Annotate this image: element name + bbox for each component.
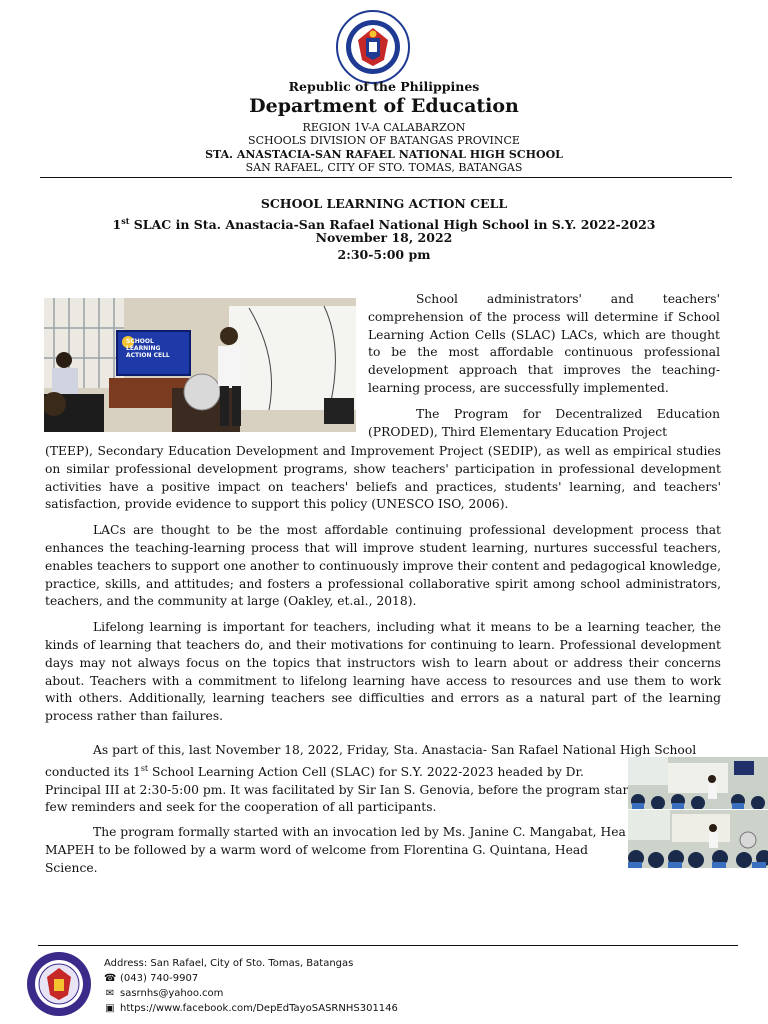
paragraph-6-line-2: MAPEH to be followed by a warm word of welcome from Florentina G. Quintana, Head — [45, 842, 589, 857]
paragraph-5-line-4: few reminders and seek for the cooperation of all participants. — [45, 800, 437, 815]
paragraph-5-line-3: Principal III at 2:30-5:00 pm. It was facilitated by Sir Ian S. Genovia, before the program star — [45, 782, 629, 797]
event-date: November 18, 2022 — [315, 230, 453, 245]
footer-facebook-link[interactable]: https://www.facebook.com/DepEdTayoSASRNHS301146 — [120, 1003, 398, 1014]
footer-address — [104, 956, 398, 971]
paragraph-6-line-3: Science. — [45, 860, 98, 875]
region-line: REGION 1V-A CALABARZON — [302, 121, 466, 134]
footer-facebook — [104, 1001, 398, 1016]
event-time: 2:30-5:00 pm — [337, 247, 431, 262]
footer-address-text: Address: San Rafael, City of Sto. Tomas, Batangas — [104, 958, 354, 969]
footer-divider — [38, 945, 738, 946]
paragraph-5-line-2 — [45, 760, 721, 782]
paragraph-1 — [368, 291, 720, 441]
subtitle-ordinal-suffix: st — [121, 216, 130, 226]
projector-screen-text: SCHOOL LEARNING ACTION CELL — [126, 338, 170, 359]
deped-seal-logo — [336, 10, 410, 84]
school-name: STA. ANASTACIA-SAN RAFAEL NATIONAL HIGH SCHOOL — [205, 148, 563, 161]
paragraph-1-text: School administrators' and teachers' comprehension of the process will determine if School Learning Action Cells (SLAC) LACs, which are thought to be the most affordable continuous professional development approach that improves the teaching-learning process, are successfully implemented. — [368, 292, 720, 395]
computer-icon: ▣ — [105, 1003, 115, 1014]
paragraph-6 — [45, 824, 721, 877]
paragraph-4: Lifelong learning is important for teachers, including what it means to be a learning teacher, the kinds of learning that teachers do, and their motivations for continuing to learn. Professional development days may not always focus on the topics that instructors wish to learn about or address their concerns about. Teachers with a commitment to lifelong learning have access to resources and use them to work with others. Additionally, learning teachers see difficulties and errors as a natural part of the learning process rather than failures. — [45, 620, 721, 724]
slac-session-photo — [44, 298, 356, 432]
republic-heading: Republic of the Philippines — [288, 79, 480, 94]
paragraph-2-rest: (TEEP), Secondary Education Development and Improvement Project (SEDIP), as well as empirical studies on similar professional development programs, show teachers' participation in professional development activities have a positive impact on teachers' beliefs and practices, students' learning, and teachers' satisfaction, provide evidence to support this policy (UNESCO ISO, 2006). — [45, 444, 721, 512]
header-divider — [40, 177, 732, 178]
footer-phone — [104, 971, 398, 986]
footer-email-text[interactable]: sasrnhs@yahoo.com — [120, 988, 224, 999]
division-line: SCHOOLS DIVISION OF BATANGAS PROVINCE — [248, 134, 520, 147]
side-photo-1 — [628, 757, 768, 809]
subtitle-ordinal: 1 — [112, 217, 122, 233]
school-address: SAN RAFAEL, CITY OF STO. TOMAS, BATANGAS — [245, 161, 523, 174]
p5-sup: st — [140, 763, 149, 773]
p5-pre: conducted its 1 — [45, 764, 141, 779]
email-icon: ✉ — [105, 988, 115, 999]
side-photo-2 — [628, 810, 768, 868]
footer-phone-text: (043) 740-9907 — [120, 973, 199, 984]
event-title: SCHOOL LEARNING ACTION CELL — [260, 196, 508, 211]
phone-icon: ☎ — [104, 973, 117, 984]
body-text — [45, 443, 721, 734]
p5-post: School Learning Action Cell (SLAC) for S.Y. 2022-2023 headed by Dr. — [148, 764, 584, 779]
subtitle-text: SLAC in Sta. Anastacia-San Rafael National High School in S.Y. 2022-2023 — [129, 217, 656, 233]
paragraph-5 — [45, 742, 721, 817]
department-title: Department of Education — [249, 95, 519, 117]
paragraph-2-start: The Program for Decentralized Education (PRODED), Third Elementary Education Project — [368, 406, 720, 439]
paragraph-5-line-1: As part of this, last November 18, 2022, Friday, Sta. Anastacia- San Rafael National High School — [93, 743, 697, 757]
paragraph-6-line-1: The program formally started with an invocation led by Ms. Janine C. Mangabat, Hea — [93, 825, 626, 839]
footer-contacts — [104, 956, 398, 1016]
school-seal-logo — [26, 951, 92, 1017]
paragraph-3: LACs are thought to be the most affordable continuing professional development process that enhances the teaching-learning process that will improve student learning, nurtures successful teachers, enables teachers to support one another to continuously improve their content and pedagogical knowledge, practice, skills, and attitudes; and fosters a professional collaborative spirit among school administrators, teachers, and the community at large (Oakley, et.al., 2018). — [45, 523, 721, 609]
footer-email — [104, 986, 398, 1001]
